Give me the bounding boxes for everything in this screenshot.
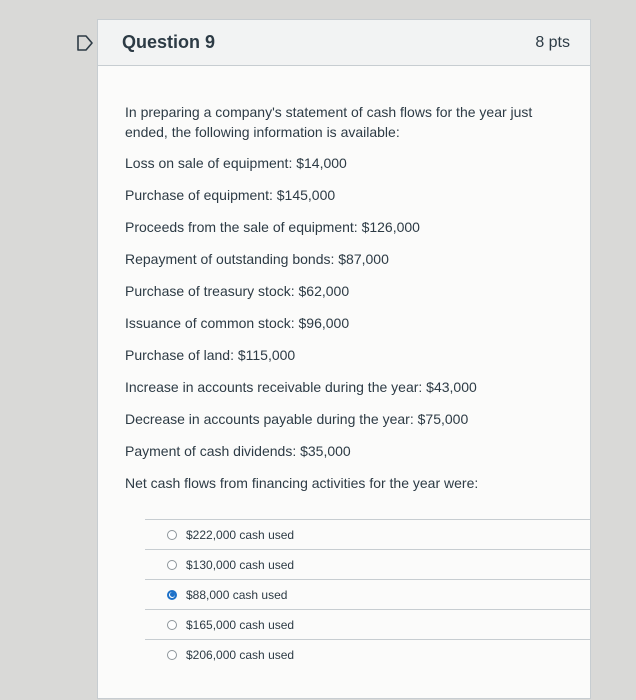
fact-item: Increase in accounts receivable during the year: $43,000 [125,379,477,395]
fact-item: Purchase of land: $115,000 [125,347,296,363]
radio-button-selected[interactable] [167,590,177,600]
fact-item: Proceeds from the sale of equipment: $126,000 [125,219,420,235]
answer-label[interactable]: $88,000 cash used [186,587,288,602]
question-prompt: In preparing a company's statement of cash flows for the year just ended, the following information is available: [125,104,533,140]
fact-item: Purchase of equipment: $145,000 [125,187,336,203]
fact-item: Decrease in accounts payable during the year: $75,000 [125,411,469,427]
question-header [98,20,590,66]
answer-option[interactable] [145,609,591,639]
answer-list [145,519,591,669]
answer-label[interactable]: $130,000 cash used [186,557,295,572]
fact-item: Purchase of treasury stock: $62,000 [125,283,350,299]
question-card [97,19,591,699]
answer-label[interactable]: $165,000 cash used [186,617,295,632]
radio-button[interactable] [167,560,177,570]
fact-item: Payment of cash dividends: $35,000 [125,443,351,459]
answer-option-selected[interactable] [145,579,591,609]
bookmark-icon[interactable] [76,35,94,51]
answer-option[interactable] [145,549,591,579]
answer-option[interactable] [145,639,591,669]
fact-item: Loss on sale of equipment: $14,000 [125,155,347,171]
answer-label[interactable]: $206,000 cash used [186,647,295,662]
radio-button[interactable] [167,620,177,630]
radio-button[interactable] [167,530,177,540]
fact-item: Repayment of outstanding bonds: $87,000 [125,251,389,267]
question-body [98,66,590,669]
answer-label[interactable]: $222,000 cash used [186,527,295,542]
question-stem: Net cash flows from financing activities for the year were: [125,475,479,491]
question-title: Question 9 [122,32,216,52]
answer-option[interactable] [145,519,591,549]
fact-item: Issuance of common stock: $96,000 [125,315,350,331]
radio-button[interactable] [167,650,177,660]
question-points: 8 pts [535,33,570,51]
